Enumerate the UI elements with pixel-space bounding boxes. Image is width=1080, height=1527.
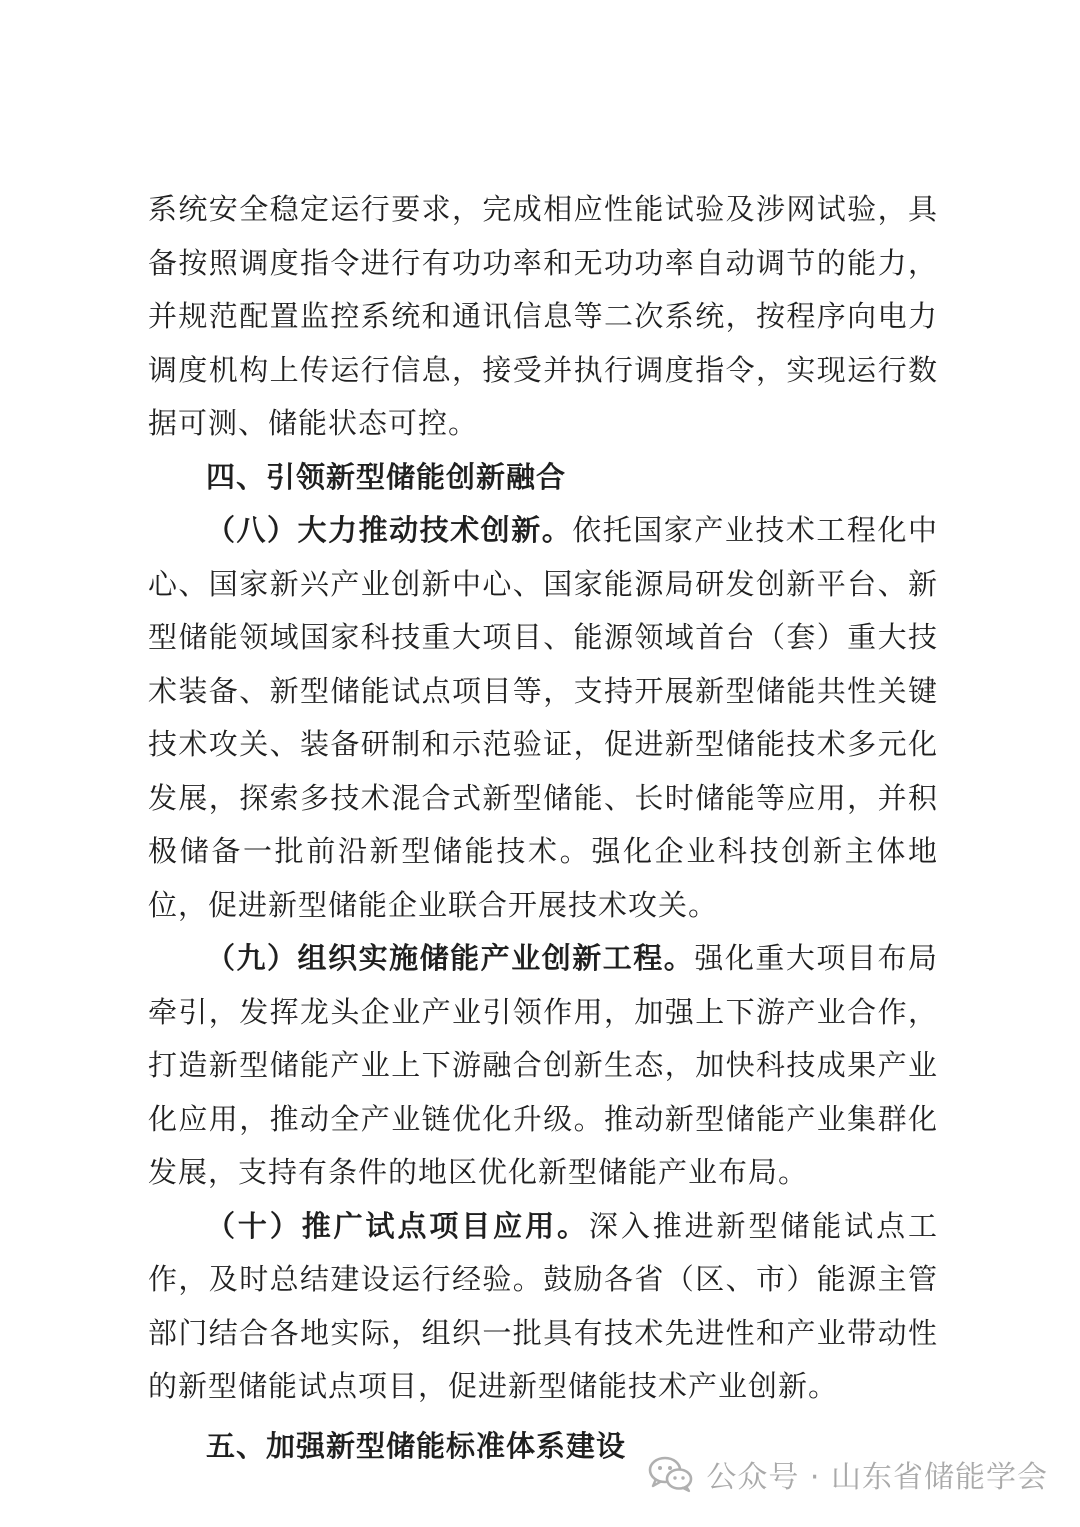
- item-10-body: 深入推进新型储能试点工作，及时总结建设运行经验。鼓励各省（区、市）能源主管部门结合各地实际，组织一批具有技术先进性和产业带动性的新型储能试点项目，促进新型储能技术产业创新。: [148, 1208, 938, 1403]
- item-9-body: 强化重大项目布局牵引，发挥龙头企业产业引领作用，加强上下游产业合作，打造新型储能产业上下游融合创新生态，加快科技成果产业化应用，推动全产业链优化升级。推动新型储能产业集群化发展，支持有条件的地区优化新型储能产业布局。: [148, 941, 938, 1189]
- item-8-lead: （八）大力推动技术创新。: [206, 513, 573, 547]
- section-heading-5: 五、加强新型储能标准体系建设: [206, 1428, 627, 1463]
- paragraph-item-10: [148, 1200, 938, 1414]
- item-8-body: 依托国家产业技术工程化中心、国家新兴产业创新中心、国家能源局研发创新平台、新型储能领域国家科技重大项目、能源领域首台（套）重大技术装备、新型储能试点项目等，支持开展新型储能共性关键技术攻关、装备研制和示范验证，促进新型储能技术多元化发展，探索多技术混合式新型储能、长时储能等应用，并积极储备一批前沿新型储能技术。强化企业科技创新主体地位，促进新型储能企业联合开展技术攻关。: [148, 513, 938, 922]
- paragraph-item-8: [148, 504, 938, 932]
- paragraph-item-9: [148, 932, 938, 1200]
- wechat-watermark: [648, 1454, 1048, 1494]
- item-9-lead: （九）组织实施储能产业创新工程。: [206, 941, 695, 975]
- item-10-lead: （十）推广试点项目应用。: [206, 1208, 589, 1243]
- paragraph-continuation: 系统安全稳定运行要求，完成相应性能试验及涉网试验，具备按照调度指令进行有功功率和无功功率自动调节的能力，并规范配置监控系统和通讯信息等二次系统，按程序向电力调度机构上传运行信息，接受并执行调度指令，实现运行数据可测、储能状态可控。: [148, 192, 938, 440]
- section-heading-4: 四、引领新型储能创新融合: [206, 459, 567, 494]
- wechat-icon: [648, 1455, 694, 1493]
- document-page: [148, 183, 938, 1473]
- watermark-text: 公众号 · 山东省储能学会: [706, 1460, 1048, 1495]
